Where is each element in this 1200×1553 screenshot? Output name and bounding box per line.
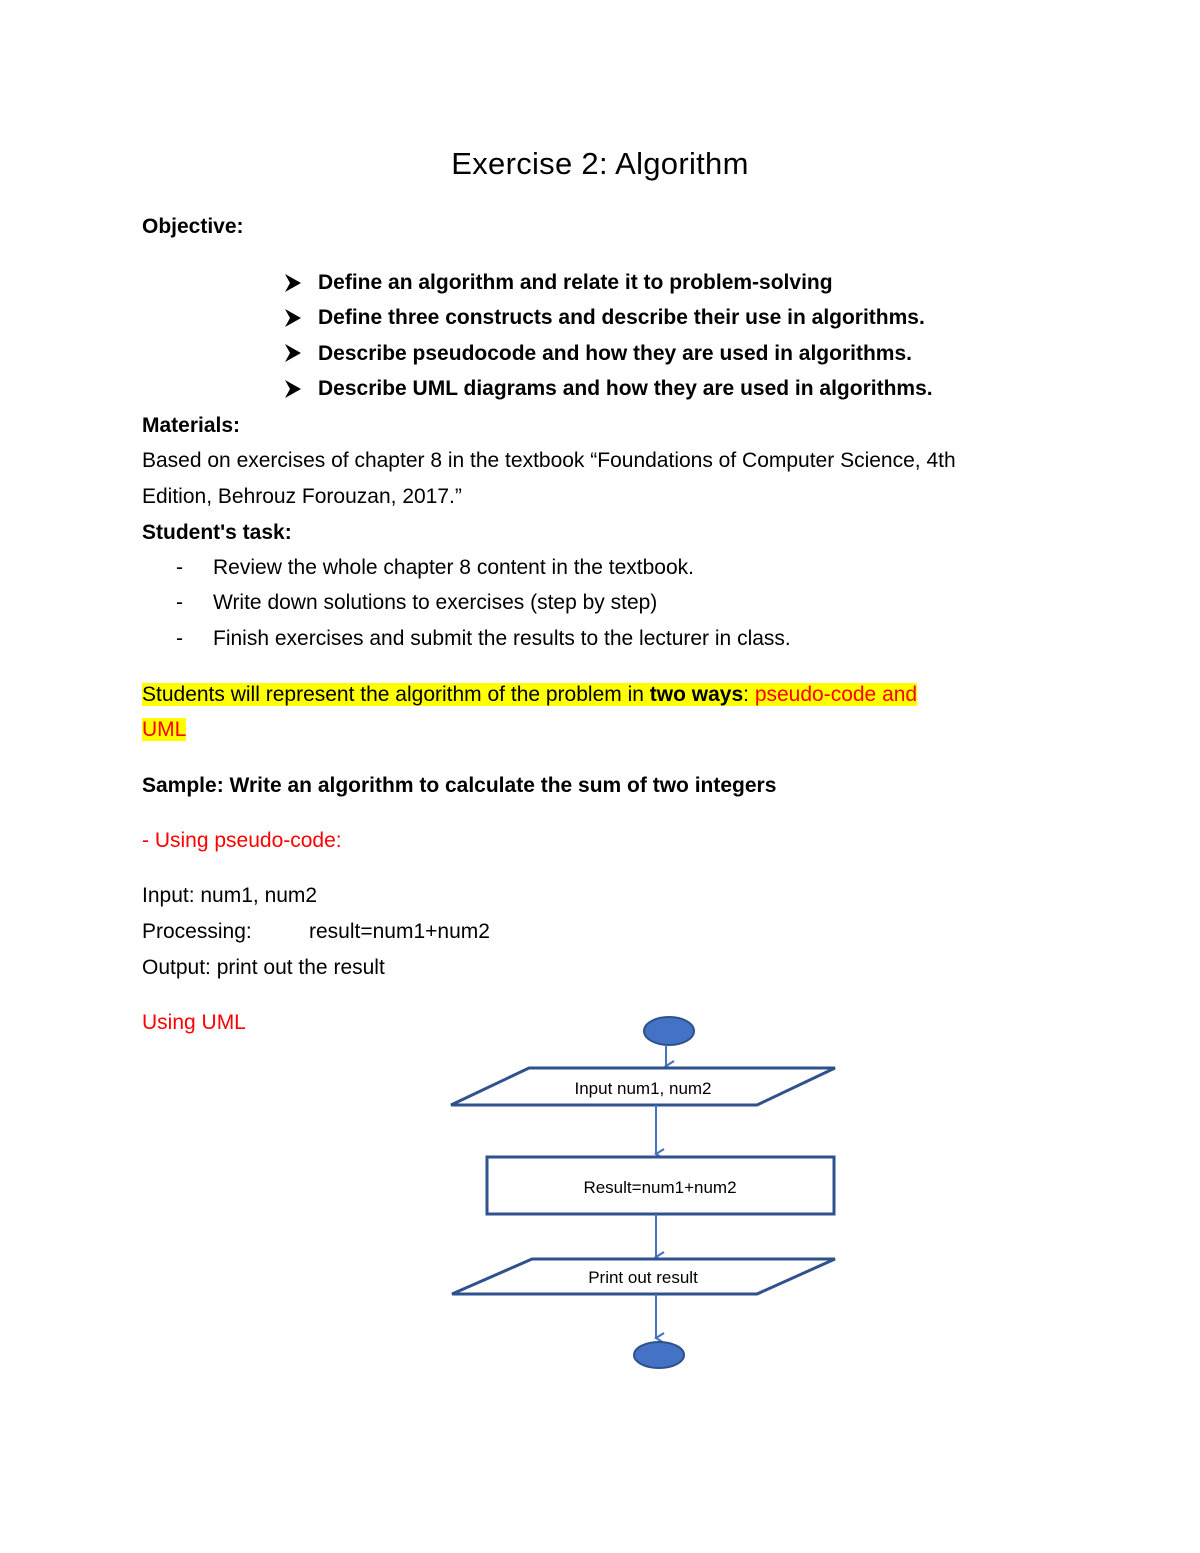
pseudo-input: Input: num1, num2 (142, 884, 318, 907)
pseudo-processing-label: Processing: (142, 920, 252, 943)
dash-bullet: - (176, 627, 183, 650)
sample-heading: Sample: Write an algorithm to calculate the sum of two integers (142, 774, 777, 797)
materials-text-line2: Edition, Behrouz Forouzan, 2017.” (142, 485, 462, 508)
dash-bullet: - (176, 591, 183, 614)
process-box-label: Result=num1+num2 (583, 1178, 737, 1197)
highlight-red-text: UML (142, 718, 187, 741)
pseudo-output: Output: print out the result (142, 956, 385, 979)
task-item: Finish exercises and submit the results to the lecturer in class. (213, 627, 791, 650)
uml-heading: Using UML (142, 1011, 246, 1034)
objective-item-text: Describe UML diagrams and how they are used in algorithms. (318, 377, 933, 400)
input-box-label: Input num1, num2 (574, 1079, 712, 1098)
highlight-colon: : (743, 683, 755, 706)
highlight-red-text: pseudo-code and (754, 683, 918, 706)
highlight-text: Students will represent the algorithm of the problem in (142, 683, 650, 706)
highlight-bold-text: two ways (649, 683, 744, 706)
pseudo-processing-value: result=num1+num2 (309, 920, 490, 943)
objective-item-text: Define three constructs and describe their use in algorithms. (318, 306, 925, 329)
objective-item-text: Define an algorithm and relate it to problem-solving (318, 271, 833, 294)
output-box-label: Print out result (588, 1268, 698, 1287)
pseudo-code-heading: - Using pseudo-code: (142, 829, 342, 852)
start-node (644, 1017, 694, 1045)
objective-item-text: Describe pseudocode and how they are used in algorithms. (318, 342, 912, 365)
task-heading: Student's task: (142, 521, 292, 544)
end-node (634, 1342, 684, 1368)
dash-bullet: - (176, 556, 183, 579)
materials-heading: Materials: (142, 414, 241, 437)
task-item: Write down solutions to exercises (step by step) (213, 591, 658, 614)
objective-heading: Objective: (142, 215, 244, 238)
materials-text-line1: Based on exercises of chapter 8 in the textbook “Foundations of Computer Science, 4th (142, 449, 956, 472)
page-title: Exercise 2: Algorithm (451, 146, 749, 181)
task-item: Review the whole chapter 8 content in the textbook. (213, 556, 694, 579)
